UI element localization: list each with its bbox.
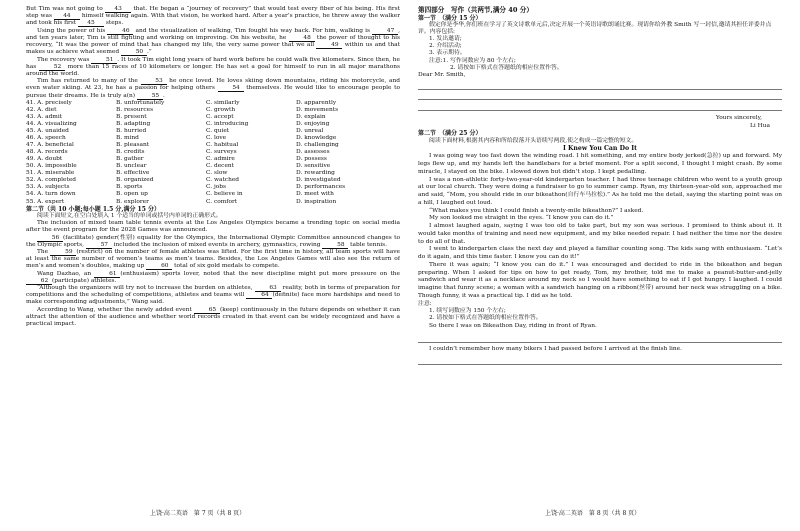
option-50-B: B. unclear (116, 163, 147, 170)
blank-56: 56 (37, 235, 63, 242)
continuation-prompt-1: So there I was on Bikeathon Day, riding in front of Ryan. (429, 322, 597, 329)
blank-65: 65 (194, 307, 220, 314)
option-53-A: 53. A. subjects (26, 184, 70, 191)
blank-59: 59 (50, 249, 76, 256)
option-52-B: B. organized (116, 177, 154, 184)
option-51-C: C. slow (206, 170, 228, 177)
writing-task-1-instruction: 假定你是李华,你们班在学习了英文诗歌单元后,决定开展一个英语诗歌朗诵比赛。现请你给外教 Smith 写一封信,邀请其担任评委并点评。内容包括: (418, 22, 772, 36)
option-47-A: 47. A. beneficial (26, 142, 74, 149)
writing-task-2-instruction: 阅读下面材料,根据其内容和所给段落开头语续写两段,使之构成一篇完整的短文。 (429, 137, 638, 144)
option-55-B: B. explorer (116, 198, 149, 205)
option-47-C: C. habitual (206, 142, 239, 149)
page-footer-left: 上饶·高二英语 第 7 页（共 8 页） (150, 510, 246, 517)
blank-53: 53 (141, 78, 167, 85)
option-54-B: B. open up (116, 191, 148, 198)
story-paragraph-5: I almost laughed again, saying I was too old to take part, but my son was serious. I promised to think about it. It would take months of training and need new equipment, and my bike needed repair. I had neither the time nor the desire to do all of that. (418, 223, 782, 245)
option-48-B: B. credits (116, 149, 145, 156)
option-50-D: D. sensitive (296, 163, 331, 170)
option-44-A: 44. A. visualizing (26, 120, 77, 127)
option-43-C: C. accept (206, 113, 234, 120)
option-50-A: 50. A. impossible (26, 163, 77, 170)
option-45-A: 45. A. unaided (26, 128, 69, 135)
blank-61: 61 (94, 271, 120, 278)
option-46-B: B. mind (116, 135, 139, 142)
section-2-instruction: 阅读下面短文,在空白处填入 1 个适当的单词或括号内单词的正确形式。 (37, 212, 222, 219)
blank-47: 47 (372, 28, 398, 35)
task-point-2: 2. 介绍活动; (429, 43, 462, 50)
option-52-D: D. investigated (296, 177, 341, 184)
option-51-A: 51. A. miserable (26, 170, 75, 177)
option-53-B: B. sports (116, 184, 143, 191)
option-42-C: C. growth (206, 106, 236, 113)
option-46-A: 46. A. speech (26, 135, 66, 142)
option-45-B: B. hurried (116, 128, 147, 135)
answer-line (418, 90, 782, 101)
letter-salutation: Dear Mr. Smith, (418, 71, 466, 78)
blank-43: 43 (105, 6, 131, 13)
left-page (26, 6, 400, 526)
right-page (418, 6, 782, 526)
part-4-heading: 第四部分 写作（共两节,满分 40 分） (418, 6, 533, 14)
cloze-options-grid (26, 100, 400, 206)
answer-line (418, 79, 782, 90)
blank-44: 44 (54, 13, 80, 20)
task-point-3: 3. 表示期待。 (429, 50, 466, 57)
story-paragraph-2: I was a non-athletic forty-two-year-old kindergarten teacher. I had three teenage children who went to a youth group at our local church. They were doing a fundraiser to go to summer camp. Ryan, my thirteen-year-old son, approached me and said, “Mom, you should ride in our bikeathon(自行车马拉松).” As he told me the detail, saying the starting point was on a hill, I laughed out loud. (418, 176, 782, 206)
blank-62: 62 (26, 278, 52, 285)
cloze-paragraph-3: The recovery was 51 . It took Tim eight long years of hard work before he could walk five kilometers. Since then, he has 52 more than 15 races of 10 kilometers or longer. He has set a goal for himself to run in all major marathons around the world. (26, 56, 400, 77)
option-51-D: D. rewarding (296, 170, 335, 177)
option-48-C: C. surveys (206, 149, 237, 156)
story-paragraph-1: I was going way too fast down the winding road. I hit something, and my entire body jerked(急拉) up and forward. My legs flew up, and my hands left the handlebars for a brief moment. For a split second, I thought I might crash. By some miracle, I stayed on the bike. I slowed down but didn’t stop. I kept pedalling. (418, 153, 782, 175)
grammar-paragraph-4: Wang Dazhao, an 61 (enthusiasm) sports lover, noted that the new discipline might put more pressure on the 62 (participate) athletes. (26, 271, 400, 285)
option-44-C: C. introducing (206, 120, 249, 127)
option-43-D: D. explain (296, 113, 326, 120)
option-53-D: D. performances (296, 184, 346, 191)
section-2-heading: 第二节（共 10 小题;每小题 1.5 分,满分 15 分） (26, 205, 160, 213)
blank-45: 45 (78, 20, 104, 27)
option-43-B: B. present (116, 113, 147, 120)
option-53-C: C. jobs (206, 184, 227, 191)
grammar-paragraph-1: The inclusion of mixed team table tennis events at the Los Angeles Olympics became a trending topic on social media after the event program for the 2028 Games was announced. (26, 220, 400, 234)
option-47-D: D. challenging (296, 142, 339, 149)
writing-section-1-heading: 第一节 （满分 15 分） (418, 15, 482, 22)
option-49-D: D. possess (296, 156, 327, 163)
option-41-C: C. similarly (206, 99, 240, 106)
option-49-A: 49. A. doubt (26, 156, 63, 163)
blank-48: 48 (289, 35, 315, 42)
letter-closing: Yours sincerely, (715, 114, 762, 121)
option-55-D: D. inspiration (296, 198, 337, 205)
blank-60: 60 (146, 263, 172, 270)
option-52-A: 52. A. completed (26, 177, 77, 184)
story-paragraph-4: My son looked me straight in the eyes. “I know you can do it.” (429, 215, 614, 222)
option-42-B: B. resources (116, 106, 154, 113)
answer-line (418, 330, 782, 343)
blank-58: 58 (322, 242, 348, 249)
option-45-C: C. quiet (206, 128, 230, 135)
option-41-D: D. apparently (296, 99, 337, 106)
task-1-note-2: 2. 请按如下格式在答题纸的相应位置作答。 (450, 64, 563, 71)
option-54-A: 54. A. turn down (26, 191, 76, 198)
grammar-paragraph-5: “Although the organizers will try not to increase the burden on athletes, 63 reality, both in terms of preparation for competitions and the scheduling of competitions, athletes and teams will 64 (definite) face more hardships and need to make corresponding adjustments,” Wang said. (26, 285, 400, 306)
option-54-D: D. meet with (296, 191, 334, 198)
option-49-B: B. gather (116, 156, 144, 163)
cloze-paragraph-2: Using the power of his 46 and the visualization of walking, Tim fought his way back. For him, walking is 47 , and ten years later, Tim is still fighting and working on improving. On his website, he 48 the power of thought to his recovery, “It was the power of mind that has changed my life, the very same power that we all 49 within us and that makes us achieve what seemed 50 .” (26, 27, 400, 56)
cloze-paragraph-1: But Tim was not going to 43 that. He began a “journey of recovery” that would test every fiber of his being. His first step was 44 himself walking again. With that vision, he worked hard. After a year’s practice, he threw away the walker and took his first 45 steps. (26, 6, 400, 27)
blank-64: 64 (246, 292, 272, 299)
blank-55: 55 (137, 93, 163, 100)
page-footer-right: 上饶·高二英语 第 8 页（共 8 页） (545, 510, 641, 517)
option-45-D: D. unreal (296, 128, 324, 135)
option-48-D: D. assesses (296, 149, 330, 156)
blank-49: 49 (316, 42, 342, 49)
option-51-B: B. effective (116, 170, 150, 177)
option-46-C: C. love (206, 135, 227, 142)
task-2-note-1: 1. 续写词数应为 150 个左右; (429, 307, 506, 314)
option-50-C: C. decent (206, 163, 235, 170)
blank-52: 52 (39, 64, 65, 71)
writing-section-2-heading: 第二节 （满分 25 分） (418, 130, 482, 138)
story-paragraph-6: I went to kindergarten class the next day and played a familiar counting song. The kids sang with enthusiasm. “Let’s do it again, and this time faster. I know you can do it!” (418, 246, 782, 261)
blank-57: 57 (86, 242, 112, 249)
option-44-D: D. enjoying (296, 120, 330, 127)
story-title: I Knew You Can Do It (563, 144, 637, 152)
option-43-A: 43. A. admit (26, 113, 63, 120)
grammar-paragraph-3: The 59 (restrict) on the number of female athletes was lifted. For the first time in history, all team sports will have at least the same number of women’s teams as men’s teams. Besides, the Los Angeles Games will also see the return of men’s and women’s doubles, making up 60 total of six gold medals to compete. (26, 248, 400, 270)
task-1-note-1: 注意:1. 写作词数应为 80 个左右; (429, 57, 516, 64)
blank-51: 51 (91, 57, 117, 64)
option-52-C: C. watched (206, 177, 240, 184)
answer-line (418, 354, 782, 365)
option-55-C: C. comfort (206, 198, 238, 205)
blank-46: 46 (107, 28, 133, 35)
option-41-B: B. unfortunately (116, 99, 165, 106)
option-47-B: B. pleasant (116, 142, 150, 149)
option-54-C: C. believe in (206, 191, 243, 198)
continuation-prompt-2: I couldn’t remember how many bikers I had passed before I arrived at the finish line. (429, 346, 682, 353)
story-paragraph-3: “What makes you think I could finish a twenty-mile bikeathon?” I asked. (429, 207, 644, 214)
blank-63: 63 (255, 285, 281, 292)
story-body (418, 153, 782, 300)
option-49-C: C. admire (206, 156, 235, 163)
option-41-A: 41. A. precisely (26, 99, 72, 106)
story-paragraph-7: There it was again; “I know you can do it.” I was encouraged and decided to ride in the bikeathon and began preparing. When I asked for tips on how to get ready, Tom, my brother, told me to make a peanut-butter-and-jelly sandwich and wear it as a necklace around my neck so I would have something to eat if I got hungry. I laughed. I could imagine that funny scene; a woman with a sandwich hanging on a ribbon(丝带) around her neck was struggling on a bike. Though funny, it was a practical tip. I did as he told. (418, 261, 782, 299)
option-46-D: D. knowledge (296, 135, 337, 142)
option-55-A: 55. A. expert (26, 198, 65, 205)
option-42-D: D. movements (296, 106, 339, 113)
notes-label: 注意: (418, 300, 432, 307)
option-42-A: 42. A. diet (26, 106, 57, 113)
option-44-B: B. adapting (116, 120, 151, 127)
option-48-A: 48. A. records (26, 149, 68, 156)
grammar-paragraph-2: 56 (facilitate) gender(性别) equality for the Olympics, the International Olympic Committee announced changes to the Olympic sports, 57 included the inclusion of mixed events in archery, gymnastics, rowing 58 table tennis. (26, 234, 400, 248)
grammar-paragraph-6: According to Wang, whether the newly added event 65 (keep) continuously in the future depends on whether it can attract the attention of the audience and whether world records created in that event can be widely recognized and have a practical impact. (26, 306, 400, 328)
blank-50: 50 (121, 49, 147, 56)
letter-signature: Li Hua (750, 122, 770, 129)
cloze-paragraph-4: Tim has returned to many of the 53 he once loved. He loves skiing down mountains, riding his motorcycle, and even water skiing. At 23, he has a passion for helping others 54 themselves. He would like to encourage people to pursue their dreams. He is truly a(n) 55 . (26, 78, 400, 99)
blank-54: 54 (218, 85, 244, 92)
task-point-1: 1. 发出邀请; (429, 36, 462, 43)
task-2-note-2: 2. 请按如下格式在答题纸的相应位置作答。 (429, 314, 542, 321)
answer-line (418, 100, 782, 111)
